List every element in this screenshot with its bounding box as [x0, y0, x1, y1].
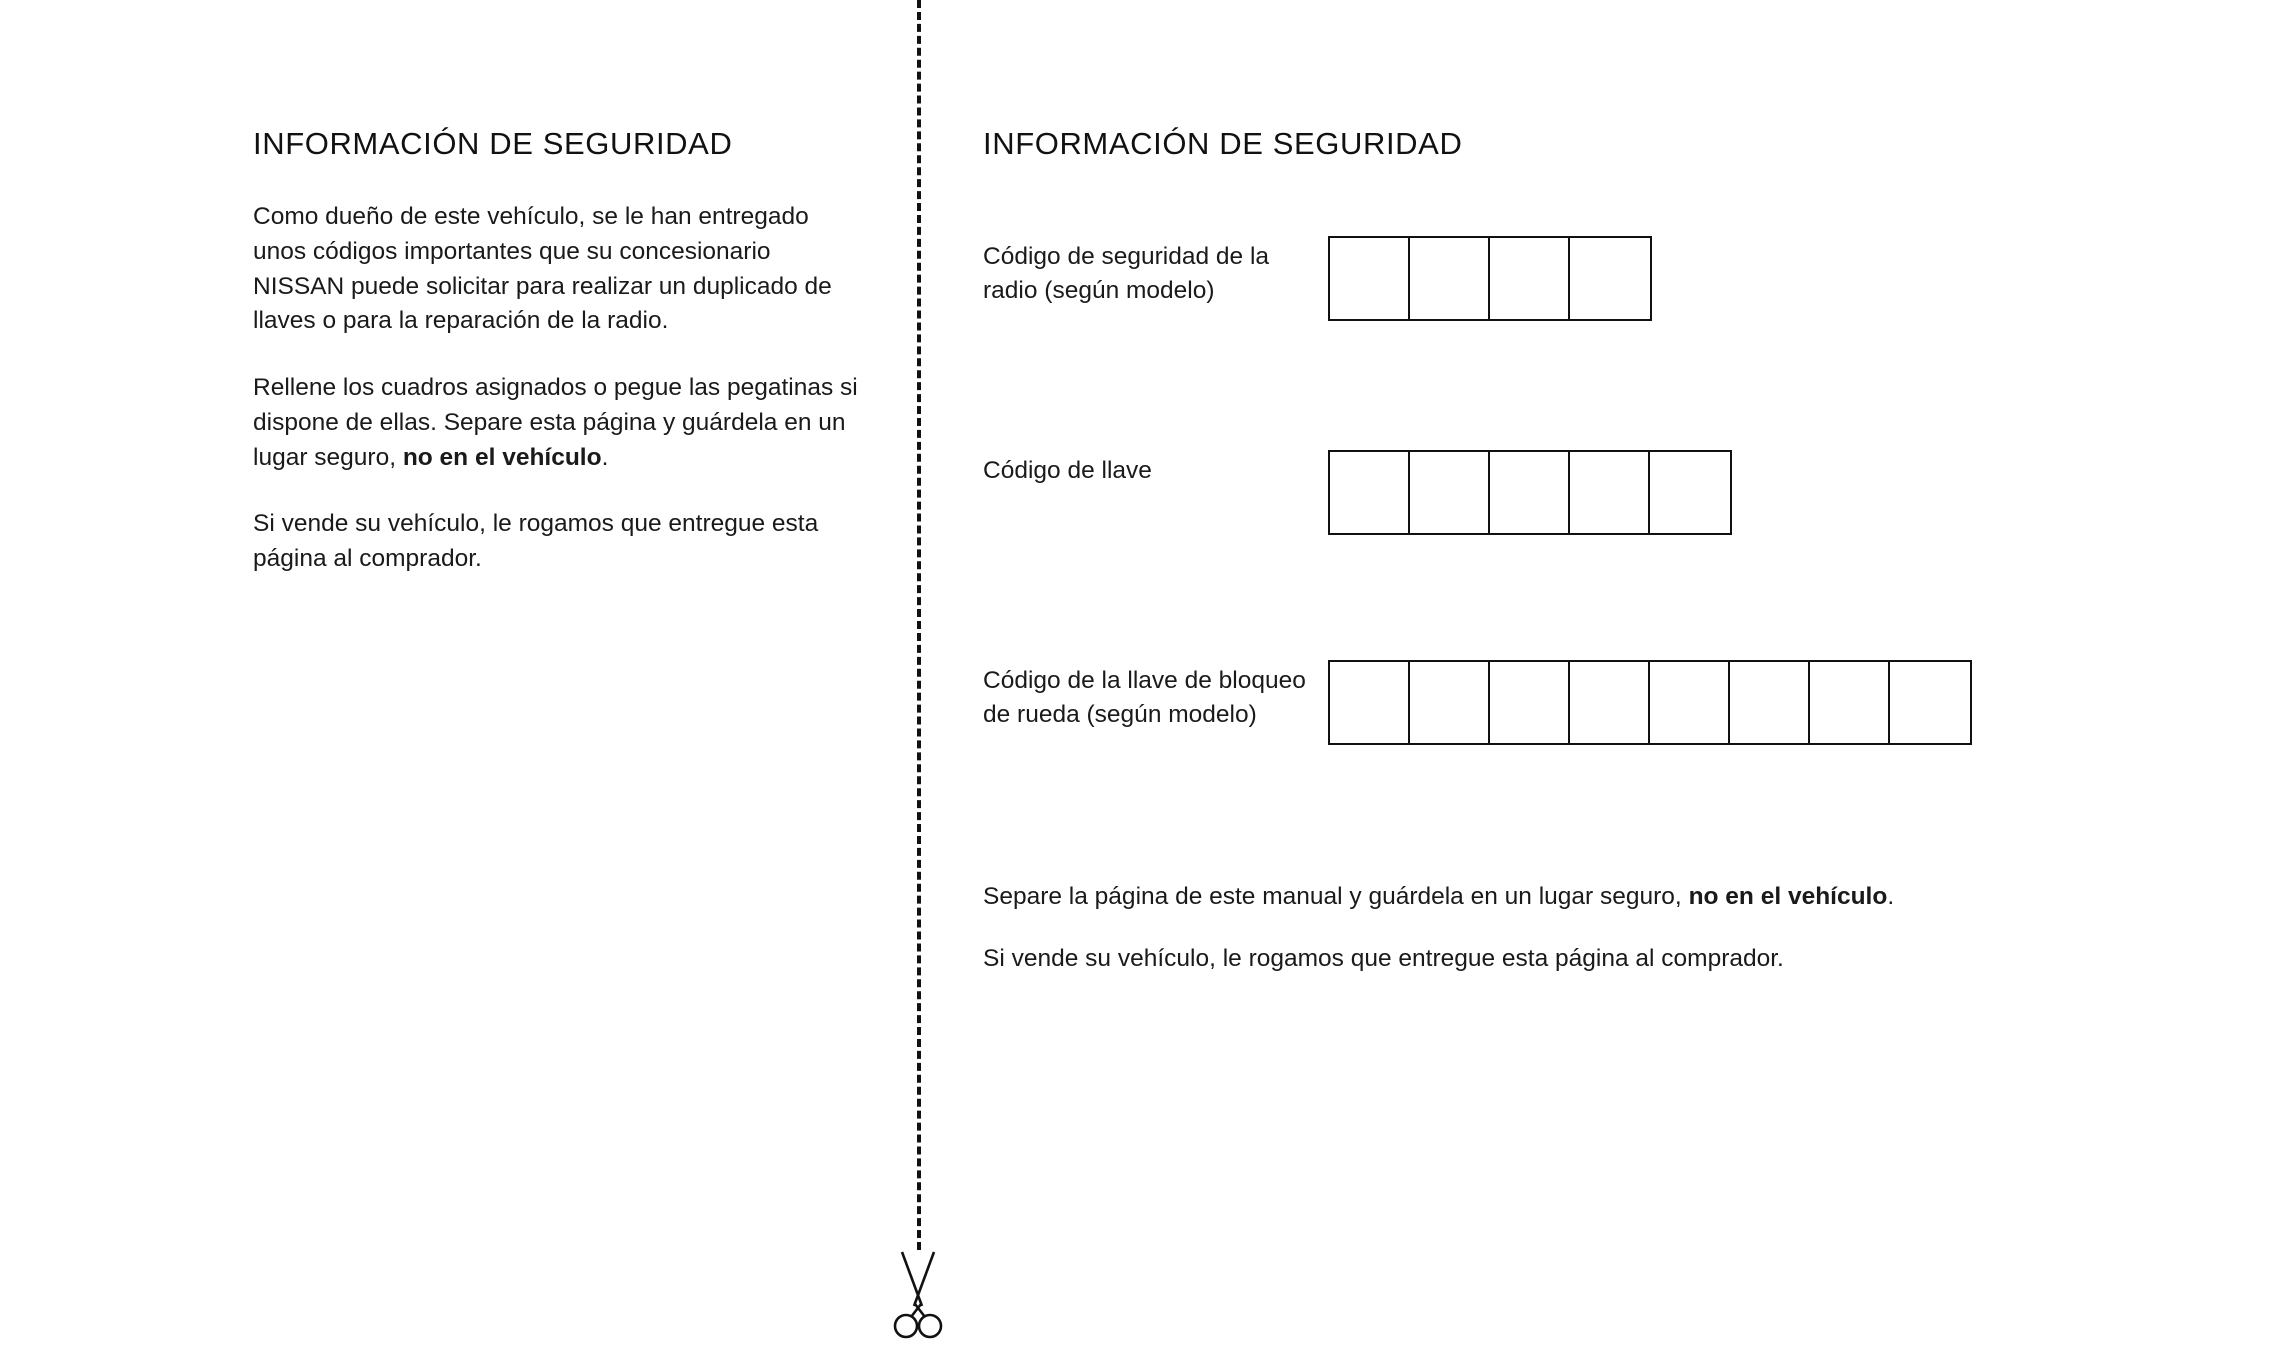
left-paragraph-2-emphasis: no en el vehículo: [402, 443, 602, 471]
code-cell[interactable]: [1330, 452, 1410, 533]
code-cell[interactable]: [1330, 662, 1410, 743]
right-panel: [983, 126, 2103, 162]
right-note-1-text-b: .: [1887, 883, 1895, 910]
key-code-row: [983, 450, 1732, 535]
wheel-lock-key-code-input[interactable]: [1328, 660, 1972, 745]
right-note-1-emphasis: no en el vehículo: [1688, 883, 1888, 910]
key-code-input[interactable]: [1328, 450, 1732, 535]
code-cell[interactable]: [1410, 452, 1490, 533]
right-note-2: Si vende su vehículo, le rogamos que entregue esta página al comprador.: [983, 945, 1784, 973]
code-cell[interactable]: [1330, 238, 1410, 319]
left-panel: [253, 126, 863, 577]
code-cell[interactable]: [1730, 662, 1810, 743]
left-paragraph-1: Como dueño de este vehículo, se le han entregado unos códigos importantes que su concesionario NISSAN puede solicitar para realizar un duplicado de llaves o para la reparación de la radio.: [253, 203, 832, 335]
right-note-1: [983, 880, 2113, 914]
radio-security-code-input[interactable]: [1328, 236, 1652, 321]
left-paragraph-2-text-b: .: [601, 443, 609, 471]
code-cell[interactable]: [1810, 662, 1890, 743]
right-page-title: INFORMACIÓN DE SEGURIDAD: [983, 126, 1463, 161]
left-page-title: INFORMACIÓN DE SEGURIDAD: [253, 126, 733, 161]
right-note-1-text-a: Separe la página de este manual y guárdela en un lugar seguro,: [983, 883, 1689, 910]
wheel-lock-key-code-label: Código de la llave de bloqueo de rueda (según modelo): [983, 667, 1306, 728]
left-paragraph-2-text-a: Rellene los cuadros asignados o pegue las pegatinas si dispone de ellas. Separe esta página y guárdela en un lugar seguro,: [253, 374, 858, 471]
radio-security-code-label: Código de seguridad de la radio (según modelo): [983, 243, 1270, 304]
code-cell[interactable]: [1650, 452, 1730, 533]
code-cell[interactable]: [1490, 452, 1570, 533]
left-paragraph-2: [253, 371, 863, 475]
code-cell[interactable]: [1570, 238, 1650, 319]
cut-line-divider: [917, 0, 921, 1250]
left-paragraph-3: Si vende su vehículo, le rogamos que entregue esta página al comprador.: [253, 510, 819, 573]
key-code-label: Código de llave: [983, 457, 1152, 484]
code-cell[interactable]: [1570, 452, 1650, 533]
code-cell[interactable]: [1410, 662, 1490, 743]
code-cell[interactable]: [1490, 662, 1570, 743]
radio-security-code-row: [983, 236, 1652, 321]
code-cell[interactable]: [1570, 662, 1650, 743]
right-notes: [983, 880, 2113, 977]
scissors-icon: [878, 1248, 958, 1343]
code-cell[interactable]: [1890, 662, 1970, 743]
wheel-lock-key-code-row: [983, 660, 1972, 745]
code-cell[interactable]: [1410, 238, 1490, 319]
code-cell[interactable]: [1490, 238, 1570, 319]
code-cell[interactable]: [1650, 662, 1730, 743]
